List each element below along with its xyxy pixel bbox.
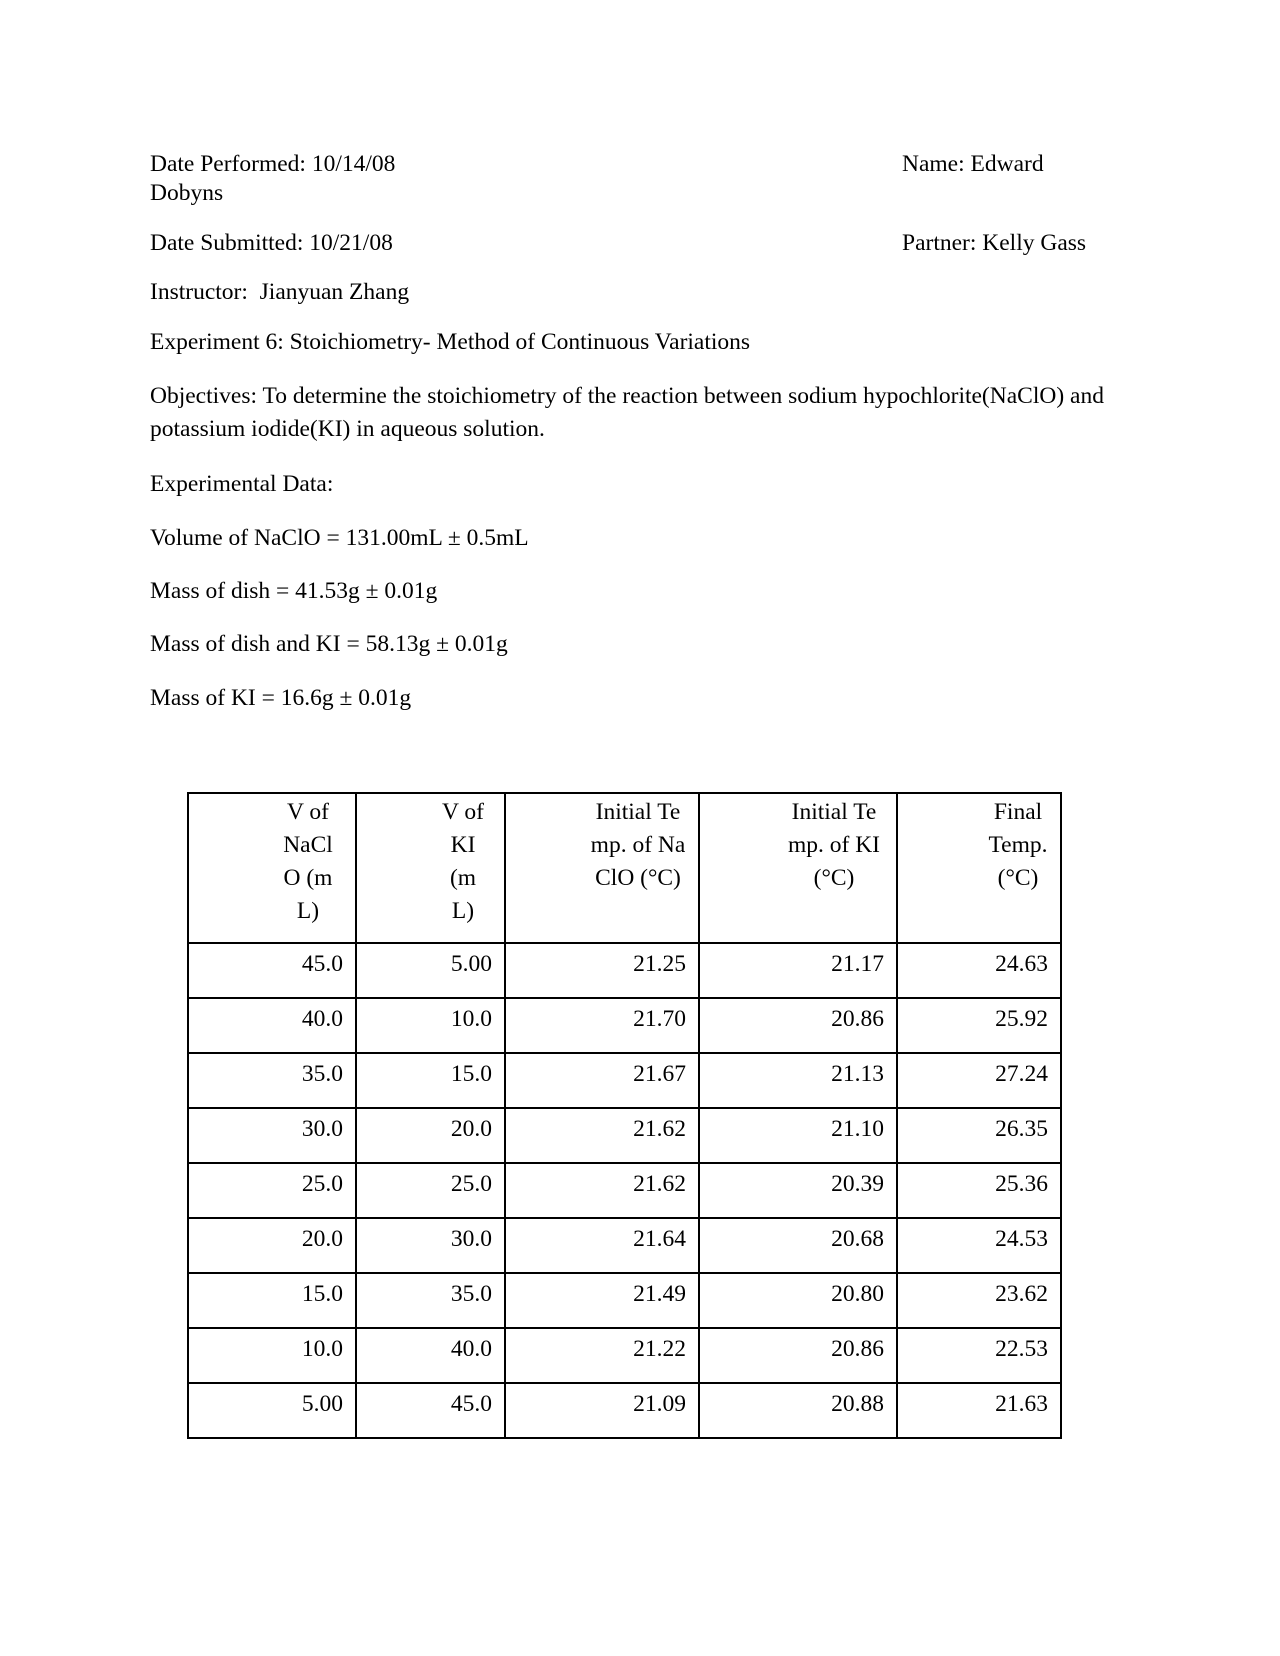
- table-cell: 21.49: [505, 1273, 699, 1328]
- table-row: [188, 1273, 1061, 1328]
- table-cell: 21.10: [699, 1108, 897, 1163]
- table-row: [188, 1218, 1061, 1273]
- column-header: V of KI (mL): [356, 793, 505, 943]
- data-table: [187, 792, 1062, 1439]
- objectives: Objectives: To determine the stoichiometry of the reaction between sodium hypochlorite(NaClO) and potassium iodide(KI) in aqueous solution.: [150, 383, 1104, 442]
- student-name-continued: Dobyns: [150, 180, 224, 206]
- table-cell: 21.67: [505, 1053, 699, 1108]
- column-header: V of NaClO (mL): [188, 793, 356, 943]
- measurement-mass-ki: Mass of KI = 16.6g ± 0.01g: [150, 685, 412, 711]
- table-row: [188, 943, 1061, 998]
- table-cell: 5.00: [356, 943, 505, 998]
- instructor: Instructor: Jianyuan Zhang: [150, 279, 410, 305]
- student-name: Name: Edward: [902, 151, 1044, 177]
- table-cell: 20.86: [699, 998, 897, 1053]
- table-row: [188, 1163, 1061, 1218]
- measurement-volume-naclo: Volume of NaClO = 131.00mL ± 0.5mL: [150, 525, 529, 551]
- experiment-title: Experiment 6: Stoichiometry- Method of Continuous Variations: [150, 329, 751, 355]
- table-cell: 21.17: [699, 943, 897, 998]
- measurement-mass-dish: Mass of dish = 41.53g ± 0.01g: [150, 578, 438, 604]
- table-cell: 45.0: [188, 943, 356, 998]
- table-row: [188, 1383, 1061, 1438]
- table-cell: 25.92: [897, 998, 1061, 1053]
- table-cell: 35.0: [356, 1273, 505, 1328]
- table-row: [188, 998, 1061, 1053]
- measurement-mass-dish-ki: Mass of dish and KI = 58.13g ± 0.01g: [150, 631, 508, 657]
- table-cell: 25.0: [188, 1163, 356, 1218]
- table-cell: 15.0: [356, 1053, 505, 1108]
- table-cell: 21.22: [505, 1328, 699, 1383]
- table-cell: 24.53: [897, 1218, 1061, 1273]
- table-row: [188, 1108, 1061, 1163]
- table-cell: 26.35: [897, 1108, 1061, 1163]
- table-cell: 30.0: [356, 1218, 505, 1273]
- table-cell: 23.62: [897, 1273, 1061, 1328]
- table-header-row: [188, 793, 1061, 943]
- table-cell: 21.25: [505, 943, 699, 998]
- table-cell: 40.0: [188, 998, 356, 1053]
- table-cell: 21.63: [897, 1383, 1061, 1438]
- table-cell: 20.68: [699, 1218, 897, 1273]
- table-cell: 20.0: [356, 1108, 505, 1163]
- table-cell: 21.64: [505, 1218, 699, 1273]
- column-header: Final Temp. (°C): [897, 793, 1061, 943]
- experimental-data-heading: Experimental Data:: [150, 471, 334, 497]
- table-cell: 20.88: [699, 1383, 897, 1438]
- table-cell: 5.00: [188, 1383, 356, 1438]
- table-cell: 27.24: [897, 1053, 1061, 1108]
- table-cell: 35.0: [188, 1053, 356, 1108]
- lab-partner: Partner: Kelly Gass: [902, 230, 1087, 256]
- table-cell: 21.70: [505, 998, 699, 1053]
- table-cell: 21.13: [699, 1053, 897, 1108]
- table-cell: 40.0: [356, 1328, 505, 1383]
- table-cell: 45.0: [356, 1383, 505, 1438]
- table-cell: 21.09: [505, 1383, 699, 1438]
- table-cell: 10.0: [356, 998, 505, 1053]
- table-cell: 25.36: [897, 1163, 1061, 1218]
- table-cell: 22.53: [897, 1328, 1061, 1383]
- table-row: [188, 1053, 1061, 1108]
- column-header: Initial Temp. of NaClO (°C): [505, 793, 699, 943]
- table-row: [188, 1328, 1061, 1383]
- table-cell: 20.80: [699, 1273, 897, 1328]
- table-cell: 21.62: [505, 1163, 699, 1218]
- table-cell: 15.0: [188, 1273, 356, 1328]
- table-cell: 20.0: [188, 1218, 356, 1273]
- table-cell: 30.0: [188, 1108, 356, 1163]
- column-header: Initial Temp. of KI (°C): [699, 793, 897, 943]
- table-cell: 10.0: [188, 1328, 356, 1383]
- table-cell: 24.63: [897, 943, 1061, 998]
- date-performed: Date Performed: 10/14/08: [150, 151, 396, 177]
- table-cell: 21.62: [505, 1108, 699, 1163]
- table-cell: 20.86: [699, 1328, 897, 1383]
- table-cell: 20.39: [699, 1163, 897, 1218]
- date-submitted: Date Submitted: 10/21/08: [150, 230, 393, 256]
- table-cell: 25.0: [356, 1163, 505, 1218]
